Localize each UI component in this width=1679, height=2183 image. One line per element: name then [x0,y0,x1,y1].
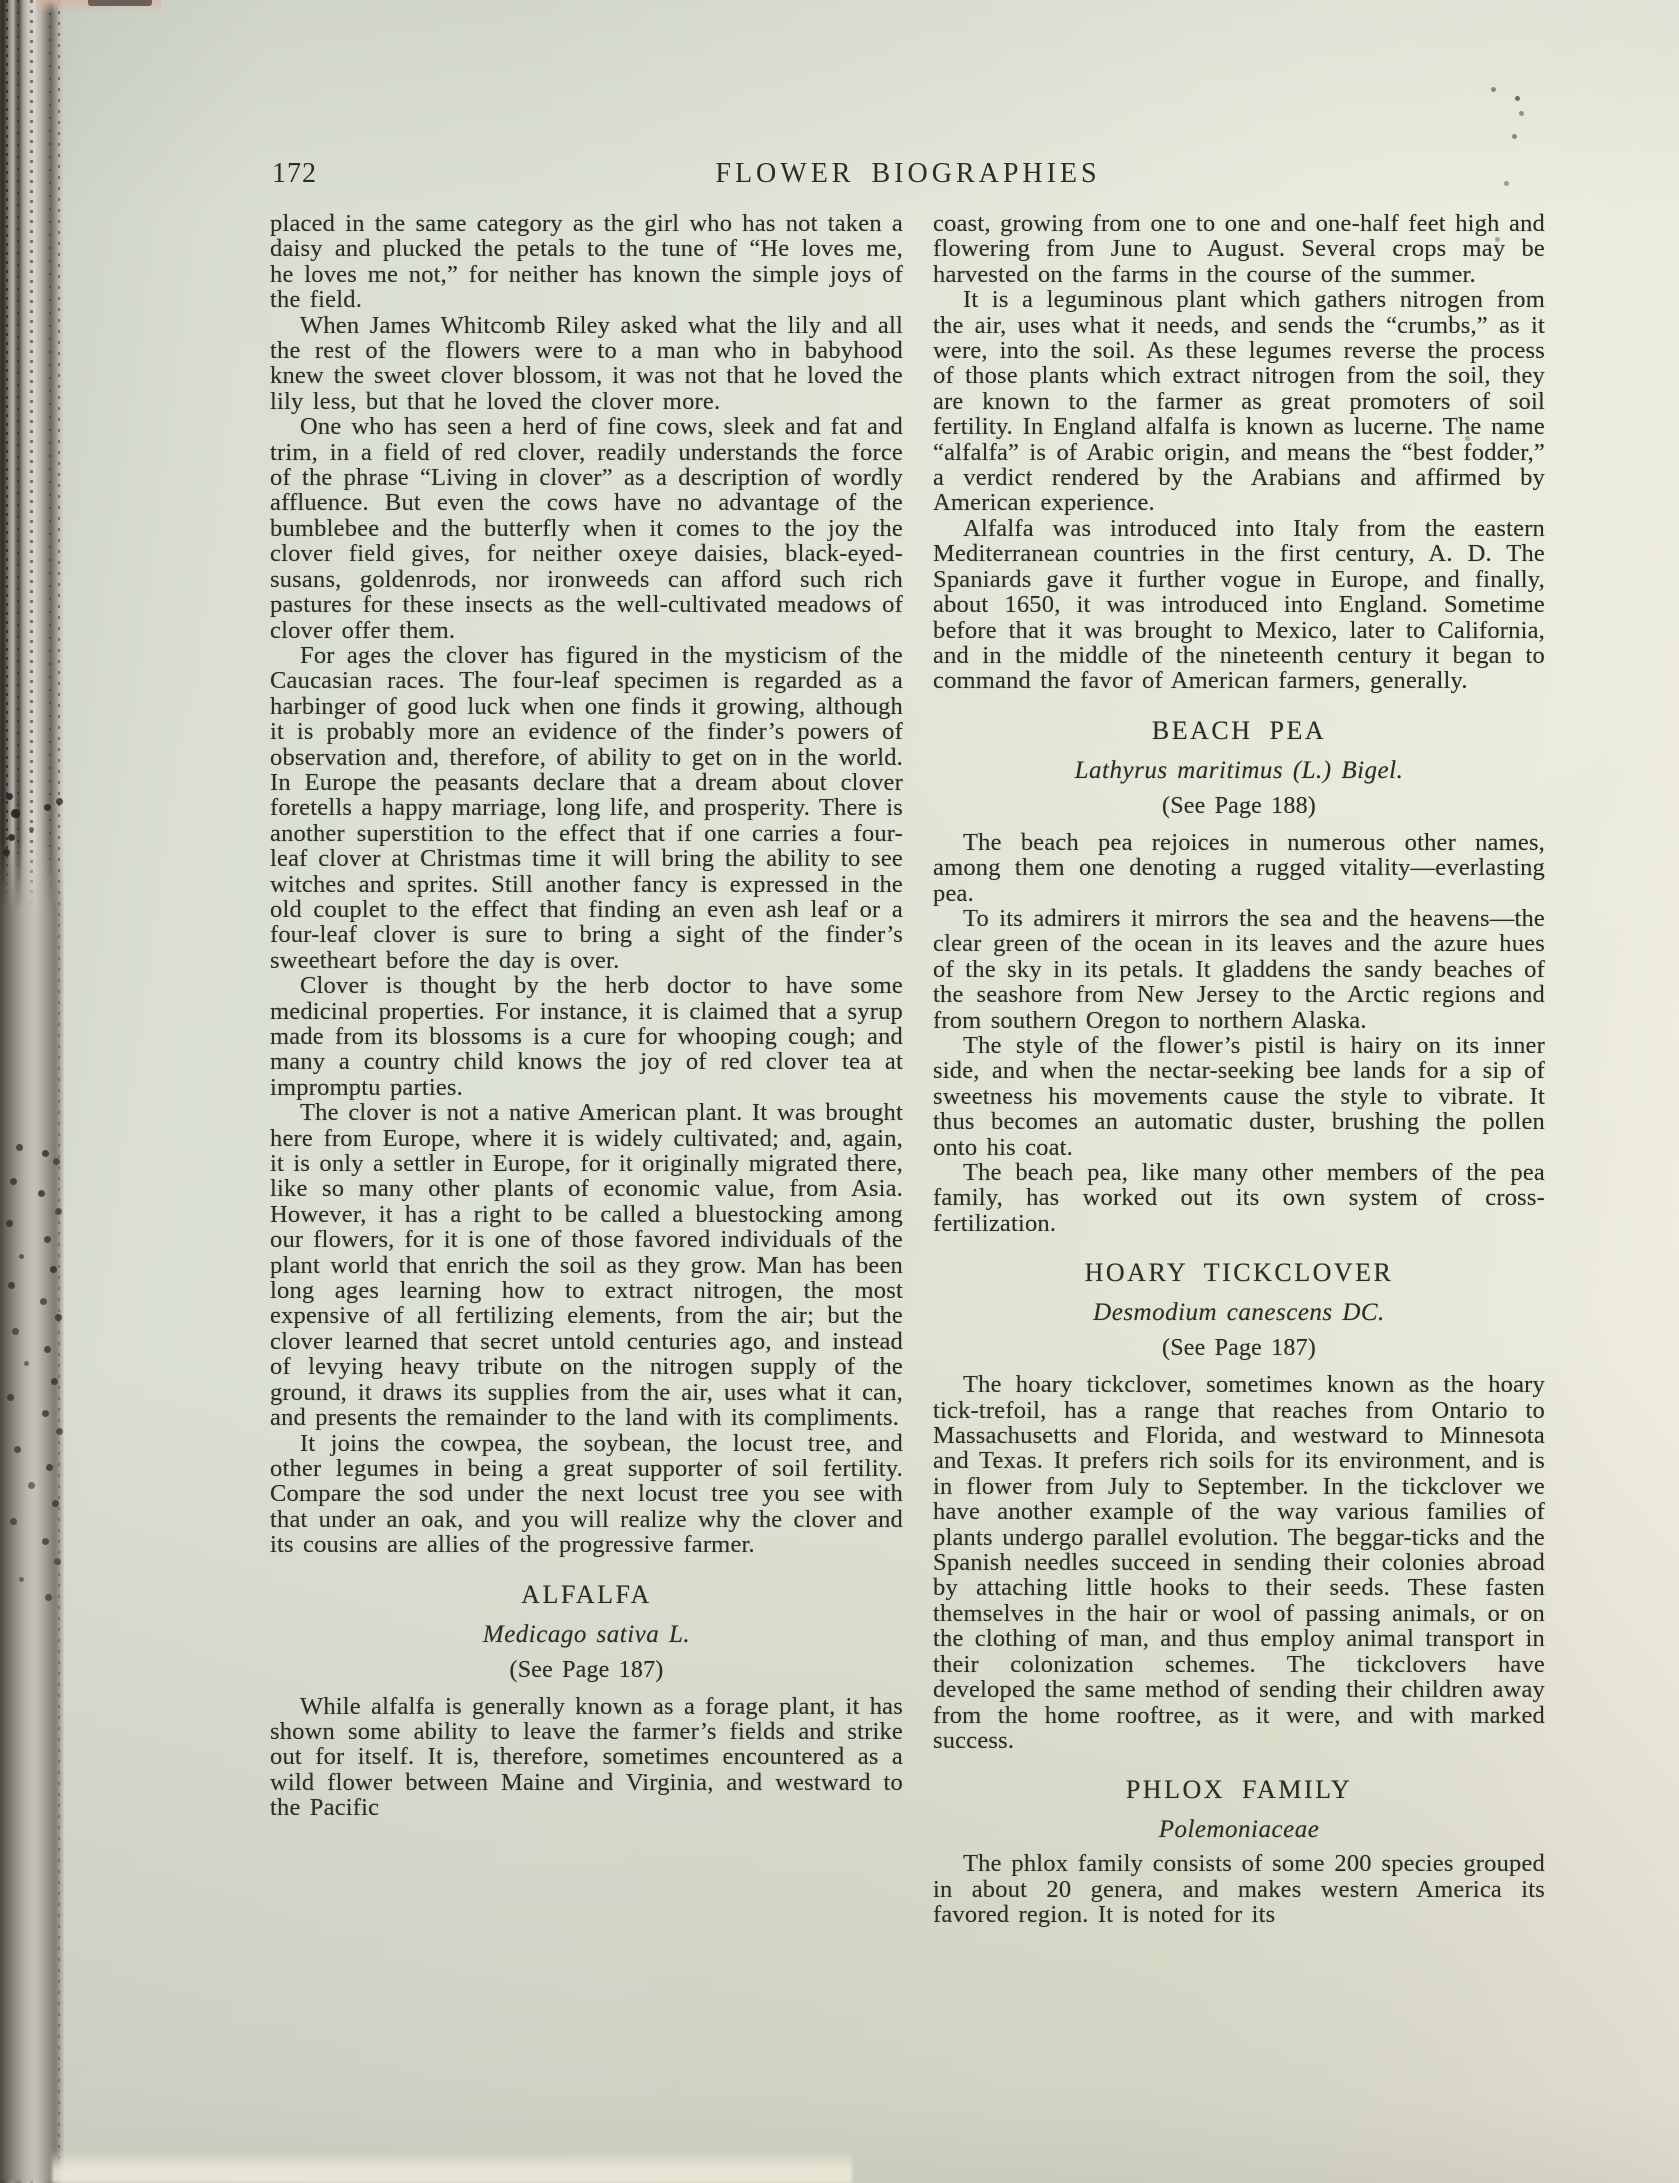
paragraph: To its admirers it mirrors the sea and the heavens—the clear green of the ocean in its leaves and the azure hues of the sky in its petals. It gladdens the sandy beaches of the seashore from New Jersey to the Arctic regions and from southern Oregon to northern Alaska. [933,904,1545,1034]
paragraph: For ages the clover has figured in the mysticism of the Caucasian races. The four-leaf specimen is regarded as a harbinger of good luck when one finds it growing, although it is probably more an evidence of the finder’s powers of observation and, therefore, of ability to get on in the world. In Europe the peasants declare that a dream about clover foretells a happy marriage, long life, and prosperity. There is another superstition to the effect that if one carries a four-leaf clover at Christmas time it will bring the ability to see witches and sprites. Still another fancy is expressed in the old couplet to the effect that finding an even ash leaf or a four-leaf clover is sure to bring a sight of the finder’s sweetheart before the day is over. [270,641,903,974]
page-header [270,158,1546,192]
section-heading: HOARY TICKCLOVER [1084,1258,1394,1288]
paragraph: It is a leguminous plant which gathers nitrogen from the air, uses what it needs, and sends the “crumbs,” as it were, into the soil. As these legumes reverse the process of those plants which extract nitrogen from the soil, they are known to the farmer as great promoters of soil fertility. In England alfalfa is known as lucerne. The name “alfalfa” is of Arabic origin, and means the “best fodder,” a verdict rendered by the Arabians and affirmed by American experience. [933,286,1545,517]
running-title: FLOWER BIOGRAPHIES [715,158,1101,189]
paragraph: The clover is not a native American plant. It was brought here from Europe, where it is widely cultivated; and, again, it is only a settler in Europe, for it originally migrated there, like so many other plants of economic value, from Asia. However, it has a right to be called a bluestocking among our flowers, for it is one of those favored individuals of the plant world that enrich the soil as they grow. Man has been long ages learning how to extract nitrogen, the most expensive of all fertilizing elements, from the air; but the clover learned that secret untold centuries ago, and instead of levying heavy tribute on the nitrogen supply of the ground, it draws its supplies from the air, uses what it can, and presents the remainder to the land with its compliments. [270,1099,903,1432]
paragraph: placed in the same category as the girl who has not taken a daisy and plucked the petals to the tune of “He loves me, he loves me not,” for neither has known the simple joys of the field. [270,210,903,314]
text-column-left [270,211,903,1821]
section-heading: PHLOX FAMILY [1125,1775,1353,1805]
paragraph: One who has seen a herd of fine cows, sleek and fat and trim, in a field of red clover, readily understands the force of the phrase “Living in clover” as a description of wordly affluence. But even the cows have no advantage of the bumblebee and the butterfly when it comes to the joy the clover field gives, for neither oxeye daisies, black-eyed-susans, goldenrods, nor ironweeds can afford such rich pastures for these insects as the well-cultivated meadows of clover offer them. [270,413,903,644]
paragraph: The style of the flower’s pistil is hairy on its inner side, and when the nectar-seeking bee lands for a sip of sweetness his movements cause the style to vibrate. It thus becomes an automatic duster, brushing the pollen onto his coat. [933,1031,1545,1161]
ink-specks [0,0,3,3]
paragraph: The phlox family consists of some 200 species grouped in about 20 genera, and makes western America its favored region. It is noted for its [933,1850,1545,1929]
paragraph: The hoary tickclover, sometimes known as the hoary tick-trefoil, has a range that reaches from Ontario to Massachusetts and Florida, and westward to Minnesota and Texas. It prefers rich soils for its environment, and is in flower from July to September. In the tickclover we have another example of the way various families of plants undergo parallel evolution. The beggar-ticks and the Spanish needles succeed in sending their colonies abroad by attaching little hooks to their seeds. These fasten themselves in the hair or wool of passing animals, or on the clothing of man, and thus employ animal transport in their colonization schemes. The tickclovers have developed the same method of sending their children away from the home rooftree, as it were, and with marked success. [933,1371,1545,1754]
paragraph: While alfalfa is generally known as a forage plant, it has shown some ability to leave the farmer’s fields and strike out for itself. It is, therefore, sometimes encountered as a wild flower between Maine and Virginia, and westward to the Pacific [270,1692,903,1822]
text-column-right [933,211,1545,1928]
page-number: 172 [272,158,317,189]
paragraph: When James Whitcomb Riley asked what the lily and all the rest of the flowers were to a man who in babyhood knew the sweet clover blossom, it was not that he loved the lily less, but that he loved the clover more. [270,311,903,415]
page-bottom-edge [52,2150,852,2183]
section-heading: BEACH PEA [1151,715,1327,745]
paragraph: Clover is thought by the herb doctor to have some medicinal properties. For instance, it is claimed that a syrup made from its blossoms is a cure for whooping cough; and many a country child knows the joy of red clover tea at impromptu parties. [270,972,903,1101]
page-reference: (See Page 187) [509,1656,664,1683]
paragraph: Alfalfa was introduced into Italy from the eastern Mediterranean countries in the first century, A. D. The Spaniards gave it further vogue in Europe, and finally, about 1650, it was introduced into England. Sometime before that it was brought to Mexico, later to California, and in the middle of the nineteenth century it began to command the favor of American farmers, generally. [933,514,1545,695]
page-reference: (See Page 187) [1162,1335,1316,1362]
paragraph: The beach pea, like many other members of the pea family, has worked out its own system of cross-fertilization. [933,1159,1545,1237]
latin-species-name: Medicago sativa L. [482,1620,691,1648]
paragraph: coast, growing from one to one and one-half feet high and flowering from June to August. Several crops may be harvested on the farms in the course of the summer. [933,210,1545,288]
section-heading: ALFALFA [521,1579,652,1609]
latin-species-name: Desmodium canescens DC. [1093,1299,1385,1327]
latin-species-name: Lathyrus maritimus (L.) Bigel. [1074,756,1404,784]
scan-artifact [88,0,152,6]
latin-species-name: Polemoniaceae [1158,1816,1320,1844]
paragraph: It joins the cowpea, the soybean, the locust tree, and other legumes in being a great supporter of soil fertility. Compare the sod under the next locust tree you see with that under an oak, and you will realize why the clover and its cousins are allies of the progressive farmer. [270,1429,903,1559]
page-reference: (See Page 188) [1162,792,1316,819]
book-binding-gutter [0,0,64,2183]
paragraph: The beach pea rejoices in numerous other names, among them one denoting a rugged vitality—everlasting pea. [933,828,1545,907]
